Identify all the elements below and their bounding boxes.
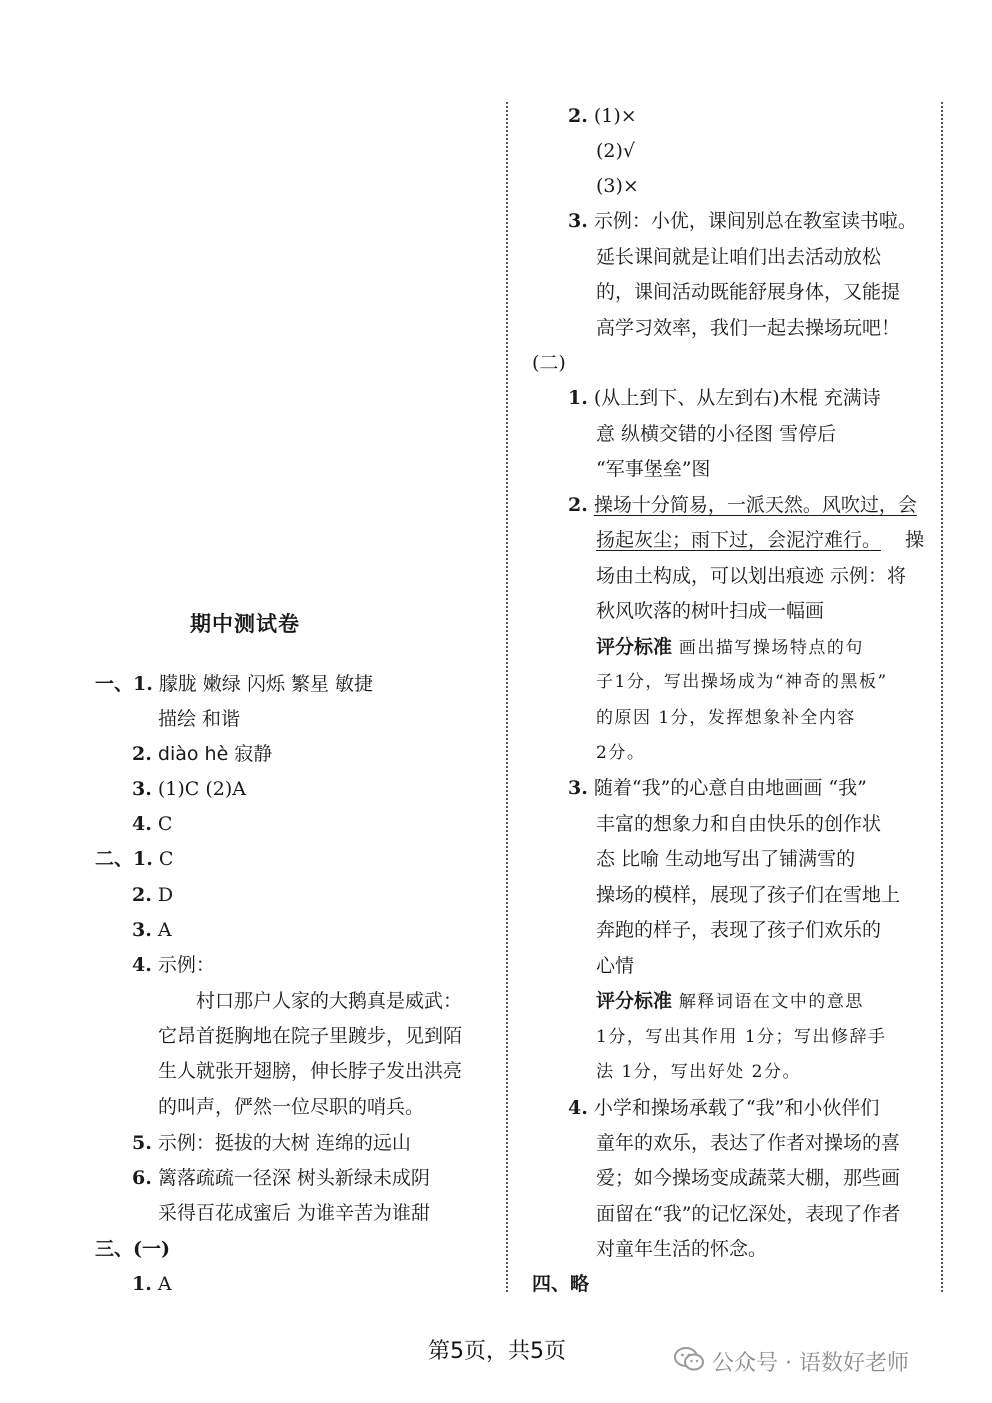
answer-line: 采得百花成蜜后 为谁辛苦为谁甜	[158, 1202, 431, 1224]
answer-line: 二、1. C	[95, 848, 174, 870]
answer-line: 三、(一)	[95, 1238, 170, 1260]
answer-line: 4. 小学和操场承载了“我”和小伙伴们	[568, 1097, 880, 1119]
answer-line: 的，课间活动既能舒展身体，又能提	[596, 281, 901, 303]
answer-line: 场由土构成，可以划出痕迹 示例：将	[596, 565, 907, 587]
answer-line: 意 纵横交错的小径图 雪停后	[596, 423, 837, 445]
answer-line: “军事堡垒”图	[596, 458, 711, 480]
scoring-criteria: 评分标准 解释词语在文中的意思	[596, 990, 864, 1012]
answer-line: 秋风吹落的树叶扫成一幅画	[596, 600, 825, 622]
answer-line: 1. (从上到下、从左到右)木棍 充满诗	[568, 387, 881, 409]
answer-line: 奔跑的样子，表现了孩子们欢乐的	[596, 919, 882, 941]
answer-line: 四、略	[532, 1273, 590, 1295]
answer-line: 丰富的想象力和自由快乐的创作状	[596, 813, 882, 835]
answer-line: 生人就张开翅膀，伸长脖子发出洪亮	[158, 1060, 463, 1082]
answer-line: 态 比喻 生动地写出了铺满雪的	[596, 848, 856, 870]
answer-line: 2. D	[132, 884, 174, 906]
watermark-text: 公众号 · 语数好老师	[712, 1351, 909, 1376]
answer-line: 3. 示例：小优，课间别总在教室读书啦。	[568, 210, 917, 232]
answer-line: 1分，写出其作用 1分；写出修辞手	[596, 1027, 887, 1047]
answer-line: 童年的欢乐，表达了作者对操场的喜	[596, 1132, 901, 1154]
answer-line: 爱；如今操场变成蔬菜大棚，那些画	[596, 1167, 901, 1189]
scoring-criteria: 评分标准 画出描写操场特点的句	[596, 636, 864, 658]
wechat-icon	[674, 1346, 704, 1372]
answer-line: (3)×	[596, 175, 639, 197]
answer-line: 它昂首挺胸地在院子里踱步，见到陌	[158, 1025, 463, 1047]
section-title: 期中测试卷	[190, 611, 300, 636]
answer-line: 一、1. 朦胧 嫩绿 闪烁 繁星 敏捷	[95, 673, 374, 695]
answer-line: 2. 操场十分简易，一派天然。风吹过，会	[568, 494, 917, 516]
answer-line: 的叫声，俨然一位尽职的哨兵。	[158, 1096, 425, 1118]
answer-line: 6. 篱落疏疏一径深 树头新绿未成阴	[132, 1167, 430, 1189]
right-border	[941, 102, 943, 1292]
answer-line: 对童年生活的怀念。	[596, 1238, 768, 1260]
answer-line: (二)	[532, 352, 566, 374]
answer-line: 3. 随着“我”的心意自由地画画 “我”	[568, 777, 867, 799]
answer-line: 扬起灰尘；雨下过，会泥泞难行。 操	[596, 529, 925, 551]
answer-line: 子1分，写出操场成为“神奇的黑板”	[596, 672, 888, 692]
answer-line: (2)√	[596, 140, 636, 162]
answer-line: 法 1分，写出好处 2分。	[596, 1062, 801, 1082]
answer-line: 4. 示例：	[132, 954, 215, 976]
answer-line: 的原因 1分，发挥想象补全内容	[596, 708, 856, 728]
answer-line: 4. C	[132, 813, 173, 835]
answer-line: 2分。	[596, 743, 646, 763]
page-indicator: 第5页，共5页	[428, 1339, 566, 1364]
answer-line: 面留在“我”的记忆深处，表现了作者	[596, 1203, 901, 1225]
answer-line: 操场的模样，展现了孩子们在雪地上	[596, 884, 901, 906]
answer-line: 延长课间就是让咱们出去活动放松	[596, 246, 882, 268]
answer-line: 2. (1)×	[568, 105, 637, 127]
answer-line: 描绘 和谐	[158, 708, 241, 730]
answer-line: 3. A	[132, 919, 172, 941]
answer-line: 2. diào hè 寂静	[132, 743, 273, 765]
column-divider	[506, 102, 508, 1292]
answer-line: 1. A	[132, 1273, 172, 1295]
answer-line: 5. 示例：挺拔的大树 连绵的远山	[132, 1132, 411, 1154]
answer-line: 心情	[596, 955, 635, 977]
answer-line: 3. (1)C (2)A	[132, 778, 247, 800]
answer-line: 高学习效率，我们一起去操场玩吧！	[596, 317, 901, 339]
answer-line: 村口那户人家的大鹅真是威武：	[196, 990, 463, 1012]
